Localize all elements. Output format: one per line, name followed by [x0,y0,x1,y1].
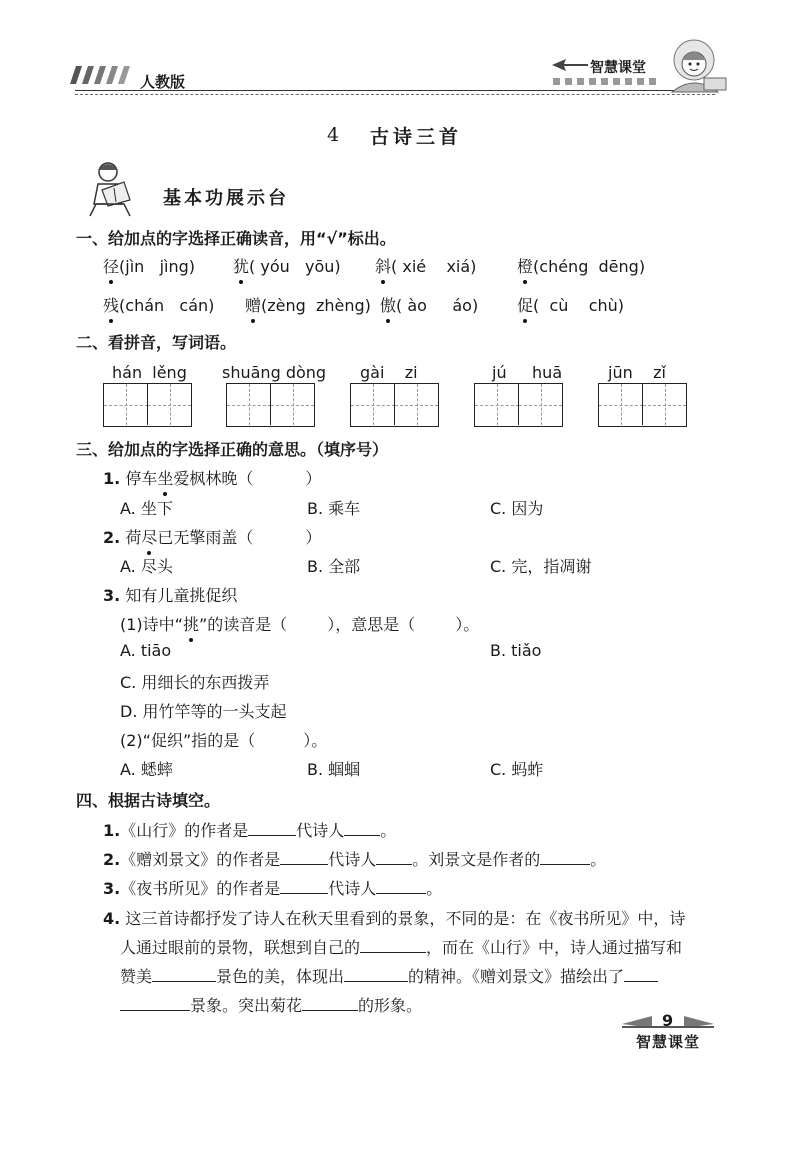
cartoon-girl-icon [660,38,730,94]
option[interactable]: C. 完，指凋谢 [490,557,592,576]
option-a[interactable]: jìn [125,257,145,276]
pinyin-label: hán lěng [112,363,187,382]
option-b[interactable]: dēng [598,257,639,276]
option[interactable]: C. 用细长的东西拨弄 [120,673,270,692]
pinyin-label: jú huā [492,363,563,382]
q4-heading: 四、根据古诗填空。 [76,791,221,810]
reading-boy-icon [84,160,136,218]
dotted-char: 径 [103,254,119,277]
option[interactable]: B. 全部 [307,557,361,576]
option-a[interactable]: chán [125,296,165,315]
q1-item: 促( cù chù) [517,293,624,316]
q1-item: 傲( ào áo) [380,293,478,316]
answer-blank[interactable] [120,996,190,1011]
q1-item: 橙(chéng dēng) [517,254,645,277]
writing-grid[interactable] [474,383,563,427]
option-b[interactable]: chù [588,296,618,315]
dotted-char: 赠 [245,293,261,316]
q3-heading: 三、给加点的字选择正确的意思。（填序号） [76,440,389,459]
writing-grid[interactable] [350,383,439,427]
option-a[interactable]: cù [549,296,569,315]
answer-blank[interactable] [624,967,658,982]
q4-line-3: 3.《夜书所见》的作者是 代诗人 。 [103,879,443,898]
option[interactable]: A. 坐下 [120,499,173,518]
answer-blank[interactable] [360,938,426,953]
header-arrow-icon [552,58,588,72]
q2-heading: 二、看拼音，写词语。 [76,333,237,352]
option[interactable]: B. tiǎo [490,641,542,660]
q4-line-4d: 景象。突出菊花 的形象。 [120,993,422,1016]
option[interactable]: C. 因为 [490,499,544,518]
pinyin-label: gài zi [360,363,418,382]
answer-blank[interactable] [344,967,408,982]
header-brand: 智慧课堂 [590,60,646,76]
pinyin-label: jūn zǐ [608,363,666,382]
dotted-char: 残 [103,293,119,316]
answer-blank[interactable] [280,850,328,865]
dotted-char: 挑 [183,612,199,635]
page-number: 9 [662,1011,674,1030]
dotted-char: 坐 [157,466,173,489]
q4-line-4: 4. 这三首诗都抒发了诗人在秋天里看到的景象，不同的是：在《夜书所见》中，诗 [103,909,686,928]
option[interactable]: A. 蟋蟀 [120,760,173,779]
q3-sentence-3: 3. 知有儿童挑促织 [103,586,238,605]
option-b[interactable]: jìng [159,257,189,276]
header-rule [75,90,715,91]
dotted-char: 傲 [380,293,396,316]
answer-blank[interactable] [248,821,296,836]
q3-part-1: (1)诗中“挑”的读音是（ ），意思是（ ）。 [120,612,479,635]
option-a[interactable]: yóu [260,257,290,276]
q3-sentence-1: 1. 停车坐爱枫林晚（ ） [103,466,321,489]
q4-line-2: 2.《赠刘景文》的作者是 代诗人 。刘景文是作者的 。 [103,850,607,869]
dotted-char: 促 [517,293,533,316]
pinyin-label: shuāng dòng [222,363,327,382]
answer-blank[interactable] [280,879,328,894]
header-stripes-decoration [70,66,130,84]
answer-blank[interactable] [540,850,590,865]
option-b[interactable]: zhèng [315,296,365,315]
q1-item: 径(jìn jìng) [103,254,195,277]
option[interactable]: D. 用竹竿等的一头支起 [120,702,287,721]
q1-item: 残(chán cán) [103,293,214,316]
option-a[interactable]: ào [407,296,427,315]
dotted-char: 斜 [375,254,391,277]
option-b[interactable]: cán [179,296,209,315]
header-rule-dashed [75,94,715,95]
option[interactable]: B. 乘车 [307,499,361,518]
writing-grid[interactable] [226,383,315,427]
option-a[interactable]: zèng [267,296,306,315]
q1-item: 斜( xié xiá) [375,254,476,277]
option-b[interactable]: áo [452,296,472,315]
option-b[interactable]: xiá [446,257,471,276]
dotted-char: 尽 [141,525,157,548]
q3-sentence-2: 2. 荷尽已无擎雨盖（ ） [103,525,321,548]
option-a[interactable]: chéng [539,257,589,276]
q1-item: 赠(zèng zhèng) [245,293,371,316]
option-b[interactable]: yōu [305,257,335,276]
lesson-number: 4 [327,124,340,146]
q4-line-1: 1.《山行》的作者是 代诗人 。 [103,821,397,840]
answer-blank[interactable] [376,879,426,894]
q4-line-4c: 赞美 景色的美，体现出 的精神。《赠刘景文》描绘出了 [120,964,658,987]
option[interactable]: A. tiāo [120,641,172,660]
edition-label: 人教版 [140,73,186,91]
dotted-char: 犹 [233,254,249,277]
option[interactable]: A. 尽头 [120,557,173,576]
option[interactable]: C. 蚂蚱 [490,760,544,779]
q1-heading: 一、给加点的字选择正确读音，用“√”标出。 [76,229,396,248]
writing-grid[interactable] [103,383,192,427]
answer-blank[interactable] [376,850,412,865]
q1-item: 犹( yóu yōu) [233,254,341,277]
answer-blank[interactable] [152,967,216,982]
answer-blank[interactable] [302,996,358,1011]
q3-part-2: (2)“促织”指的是（ ）。 [120,731,328,750]
lesson-title: 古诗三首 [370,126,463,148]
section-title: 基本功展示台 [163,188,289,209]
footer-brand: 智慧课堂 [636,1033,701,1051]
dotted-char: 橙 [517,254,533,277]
q4-line-4b: 人通过眼前的景物，联想到自己的 ，而在《山行》中，诗人通过描写和 [120,938,683,957]
header-squares-decoration [553,76,668,86]
option-a[interactable]: xié [402,257,427,276]
answer-blank[interactable] [344,821,380,836]
option[interactable]: B. 蝈蝈 [307,760,361,779]
writing-grid[interactable] [598,383,687,427]
